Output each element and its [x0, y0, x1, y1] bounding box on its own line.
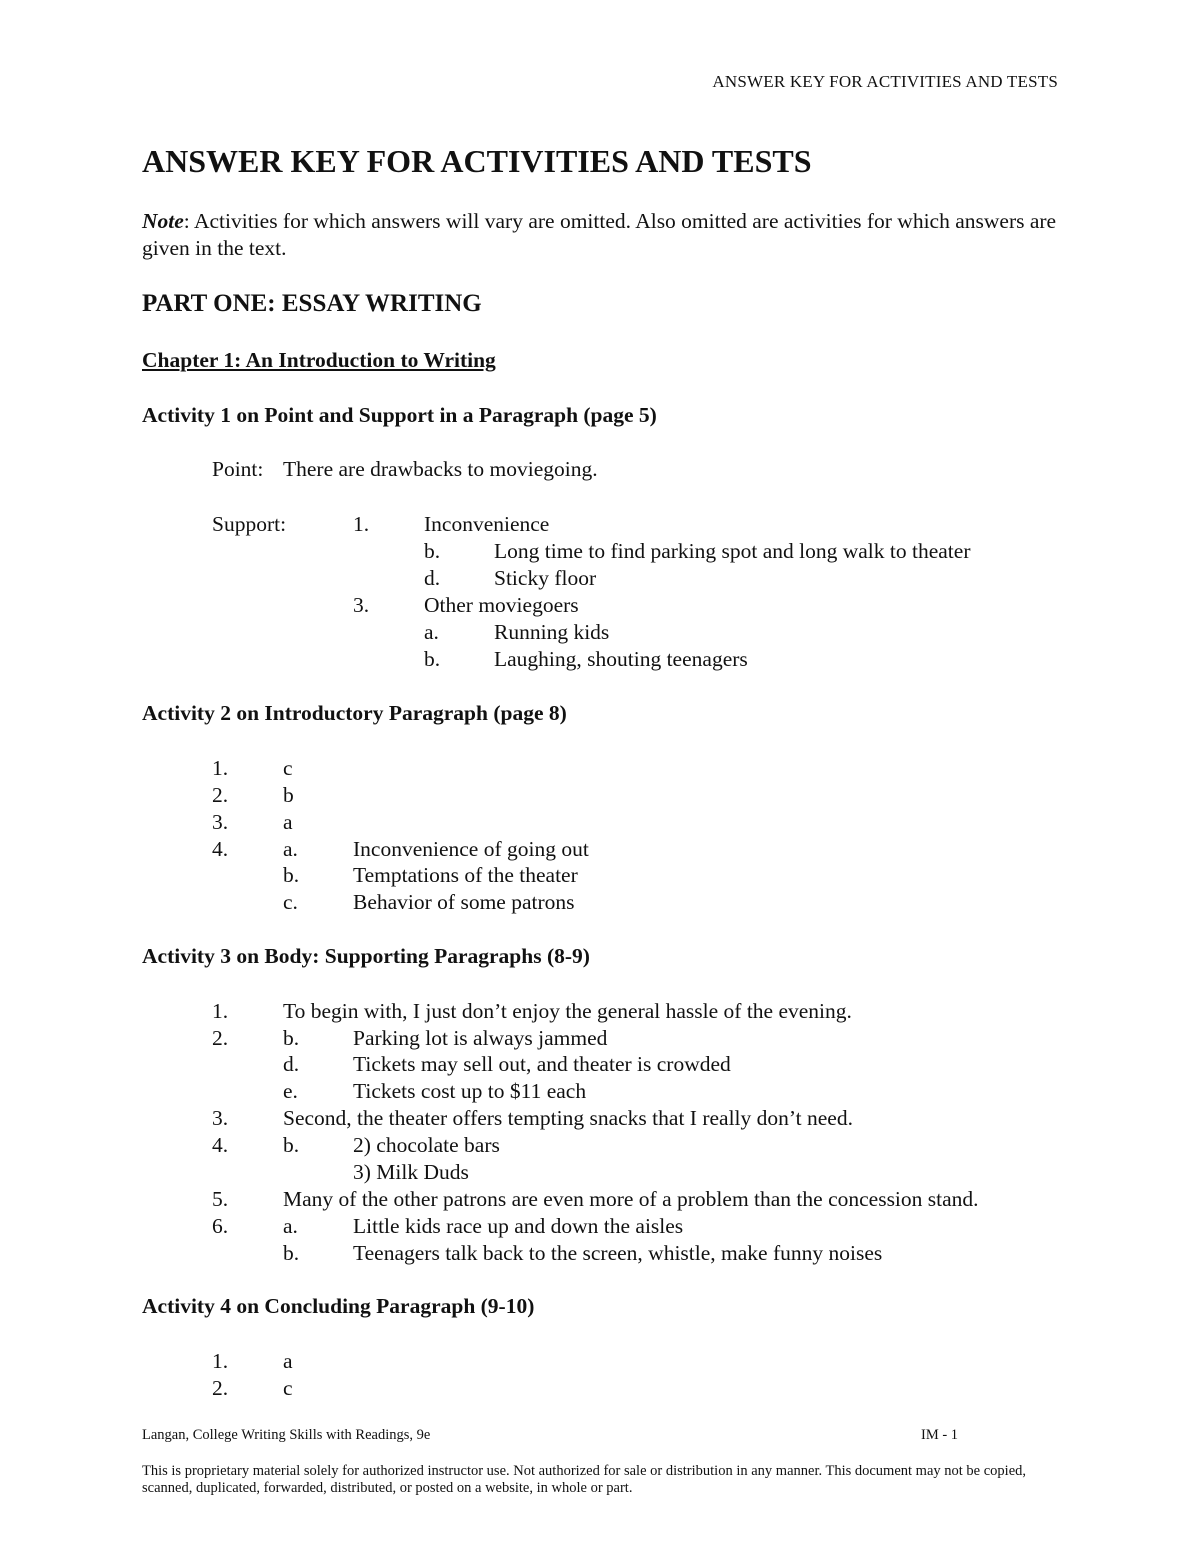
item-letter: b.	[283, 1241, 300, 1265]
item-letter: b.	[283, 1026, 300, 1050]
item-text: Tickets cost up to $11 each	[353, 1079, 587, 1103]
item-letter: b.	[424, 647, 441, 671]
item-text: Sticky floor	[494, 566, 597, 590]
item-text: Laughing, shouting teenagers	[494, 647, 748, 671]
footer-copyright-notice: This is proprietary material solely for authorized instructor use. Not authorized for sale or distribution in any manner. This document may not be copied, scanned, duplicated, forwarded, distributed, or posted on a website, in whole or part.	[142, 1463, 1027, 1496]
footer-page-number: IM - 1	[921, 1427, 959, 1443]
item-text: Little kids race up and down the aisles	[353, 1214, 684, 1238]
item-answer: c	[283, 756, 293, 780]
item-text: Inconvenience	[424, 512, 550, 536]
item-number: 4.	[212, 1133, 229, 1157]
item-number: 2.	[212, 1376, 229, 1400]
item-text: Tickets may sell out, and theater is crowded	[353, 1052, 731, 1076]
item-text: Parking lot is always jammed	[353, 1026, 608, 1050]
item-answer: c	[283, 1376, 293, 1400]
item-text: 2) chocolate bars	[353, 1133, 500, 1157]
activity-heading: Activity 1 on Point and Support in a Paragraph (page 5)	[142, 403, 657, 427]
item-answer: b.	[283, 863, 300, 887]
item-letter: a.	[283, 1214, 298, 1238]
item-text: Temptations of the theater	[353, 863, 578, 887]
item-text: Long time to find parking spot and long walk to theater	[494, 539, 971, 563]
support-label: Support:	[212, 512, 287, 536]
item-text: Inconvenience of going out	[353, 837, 589, 861]
page-title: ANSWER KEY FOR ACTIVITIES AND TESTS	[142, 143, 812, 179]
item-number: 1.	[353, 512, 370, 536]
item-answer: c.	[283, 890, 298, 914]
item-answer: a	[283, 1349, 293, 1373]
activity-heading: Activity 4 on Concluding Paragraph (9-10)	[142, 1294, 535, 1318]
point-label: Point:	[212, 457, 264, 481]
running-header: ANSWER KEY FOR ACTIVITIES AND TESTS	[712, 72, 1058, 91]
item-letter: d.	[283, 1052, 300, 1076]
note-paragraph	[142, 208, 1082, 262]
item-text: Many of the other patrons are even more of a problem than the concession stand.	[283, 1187, 979, 1211]
item-answer: b	[283, 783, 294, 807]
item-number: 2.	[212, 783, 229, 807]
item-text: Running kids	[494, 620, 610, 644]
item-number: 3.	[353, 593, 370, 617]
item-number: 5.	[212, 1187, 229, 1211]
item-number: 3.	[212, 1106, 229, 1130]
item-letter: b.	[283, 1133, 300, 1157]
activity-heading: Activity 3 on Body: Supporting Paragraphs (8-9)	[142, 944, 590, 968]
item-letter: d.	[424, 566, 441, 590]
part-heading: PART ONE: ESSAY WRITING	[142, 290, 482, 317]
item-answer: a.	[283, 837, 298, 861]
item-letter: a.	[424, 620, 439, 644]
item-letter: b.	[424, 539, 441, 563]
item-text: Behavior of some patrons	[353, 890, 575, 914]
item-number: 1.	[212, 756, 229, 780]
item-text: Second, the theater offers tempting snacks that I really don’t need.	[283, 1106, 853, 1130]
point-text: There are drawbacks to moviegoing.	[283, 457, 598, 481]
item-number: 1.	[212, 1349, 229, 1373]
item-letter: e.	[283, 1079, 298, 1103]
item-text: Teenagers talk back to the screen, whistle, make funny noises	[353, 1241, 883, 1265]
item-number: 6.	[212, 1214, 229, 1238]
item-number: 3.	[212, 810, 229, 834]
item-text: 3) Milk Duds	[353, 1160, 469, 1184]
item-answer: a	[283, 810, 293, 834]
activity-heading: Activity 2 on Introductory Paragraph (page 8)	[142, 701, 567, 725]
item-number: 1.	[212, 999, 229, 1023]
item-text: Other moviegoers	[424, 593, 579, 617]
item-text: To begin with, I just don’t enjoy the general hassle of the evening.	[283, 999, 852, 1023]
note-label: Note	[142, 209, 184, 233]
footer-source: Langan, College Writing Skills with Readings, 9e	[142, 1427, 431, 1443]
item-number: 4.	[212, 837, 229, 861]
note-text: : Activities for which answers will vary are omitted. Also omitted are activities for which answers are given in the text.	[142, 209, 1057, 260]
chapter-heading: Chapter 1: An Introduction to Writing	[142, 348, 496, 372]
item-number: 2.	[212, 1026, 229, 1050]
